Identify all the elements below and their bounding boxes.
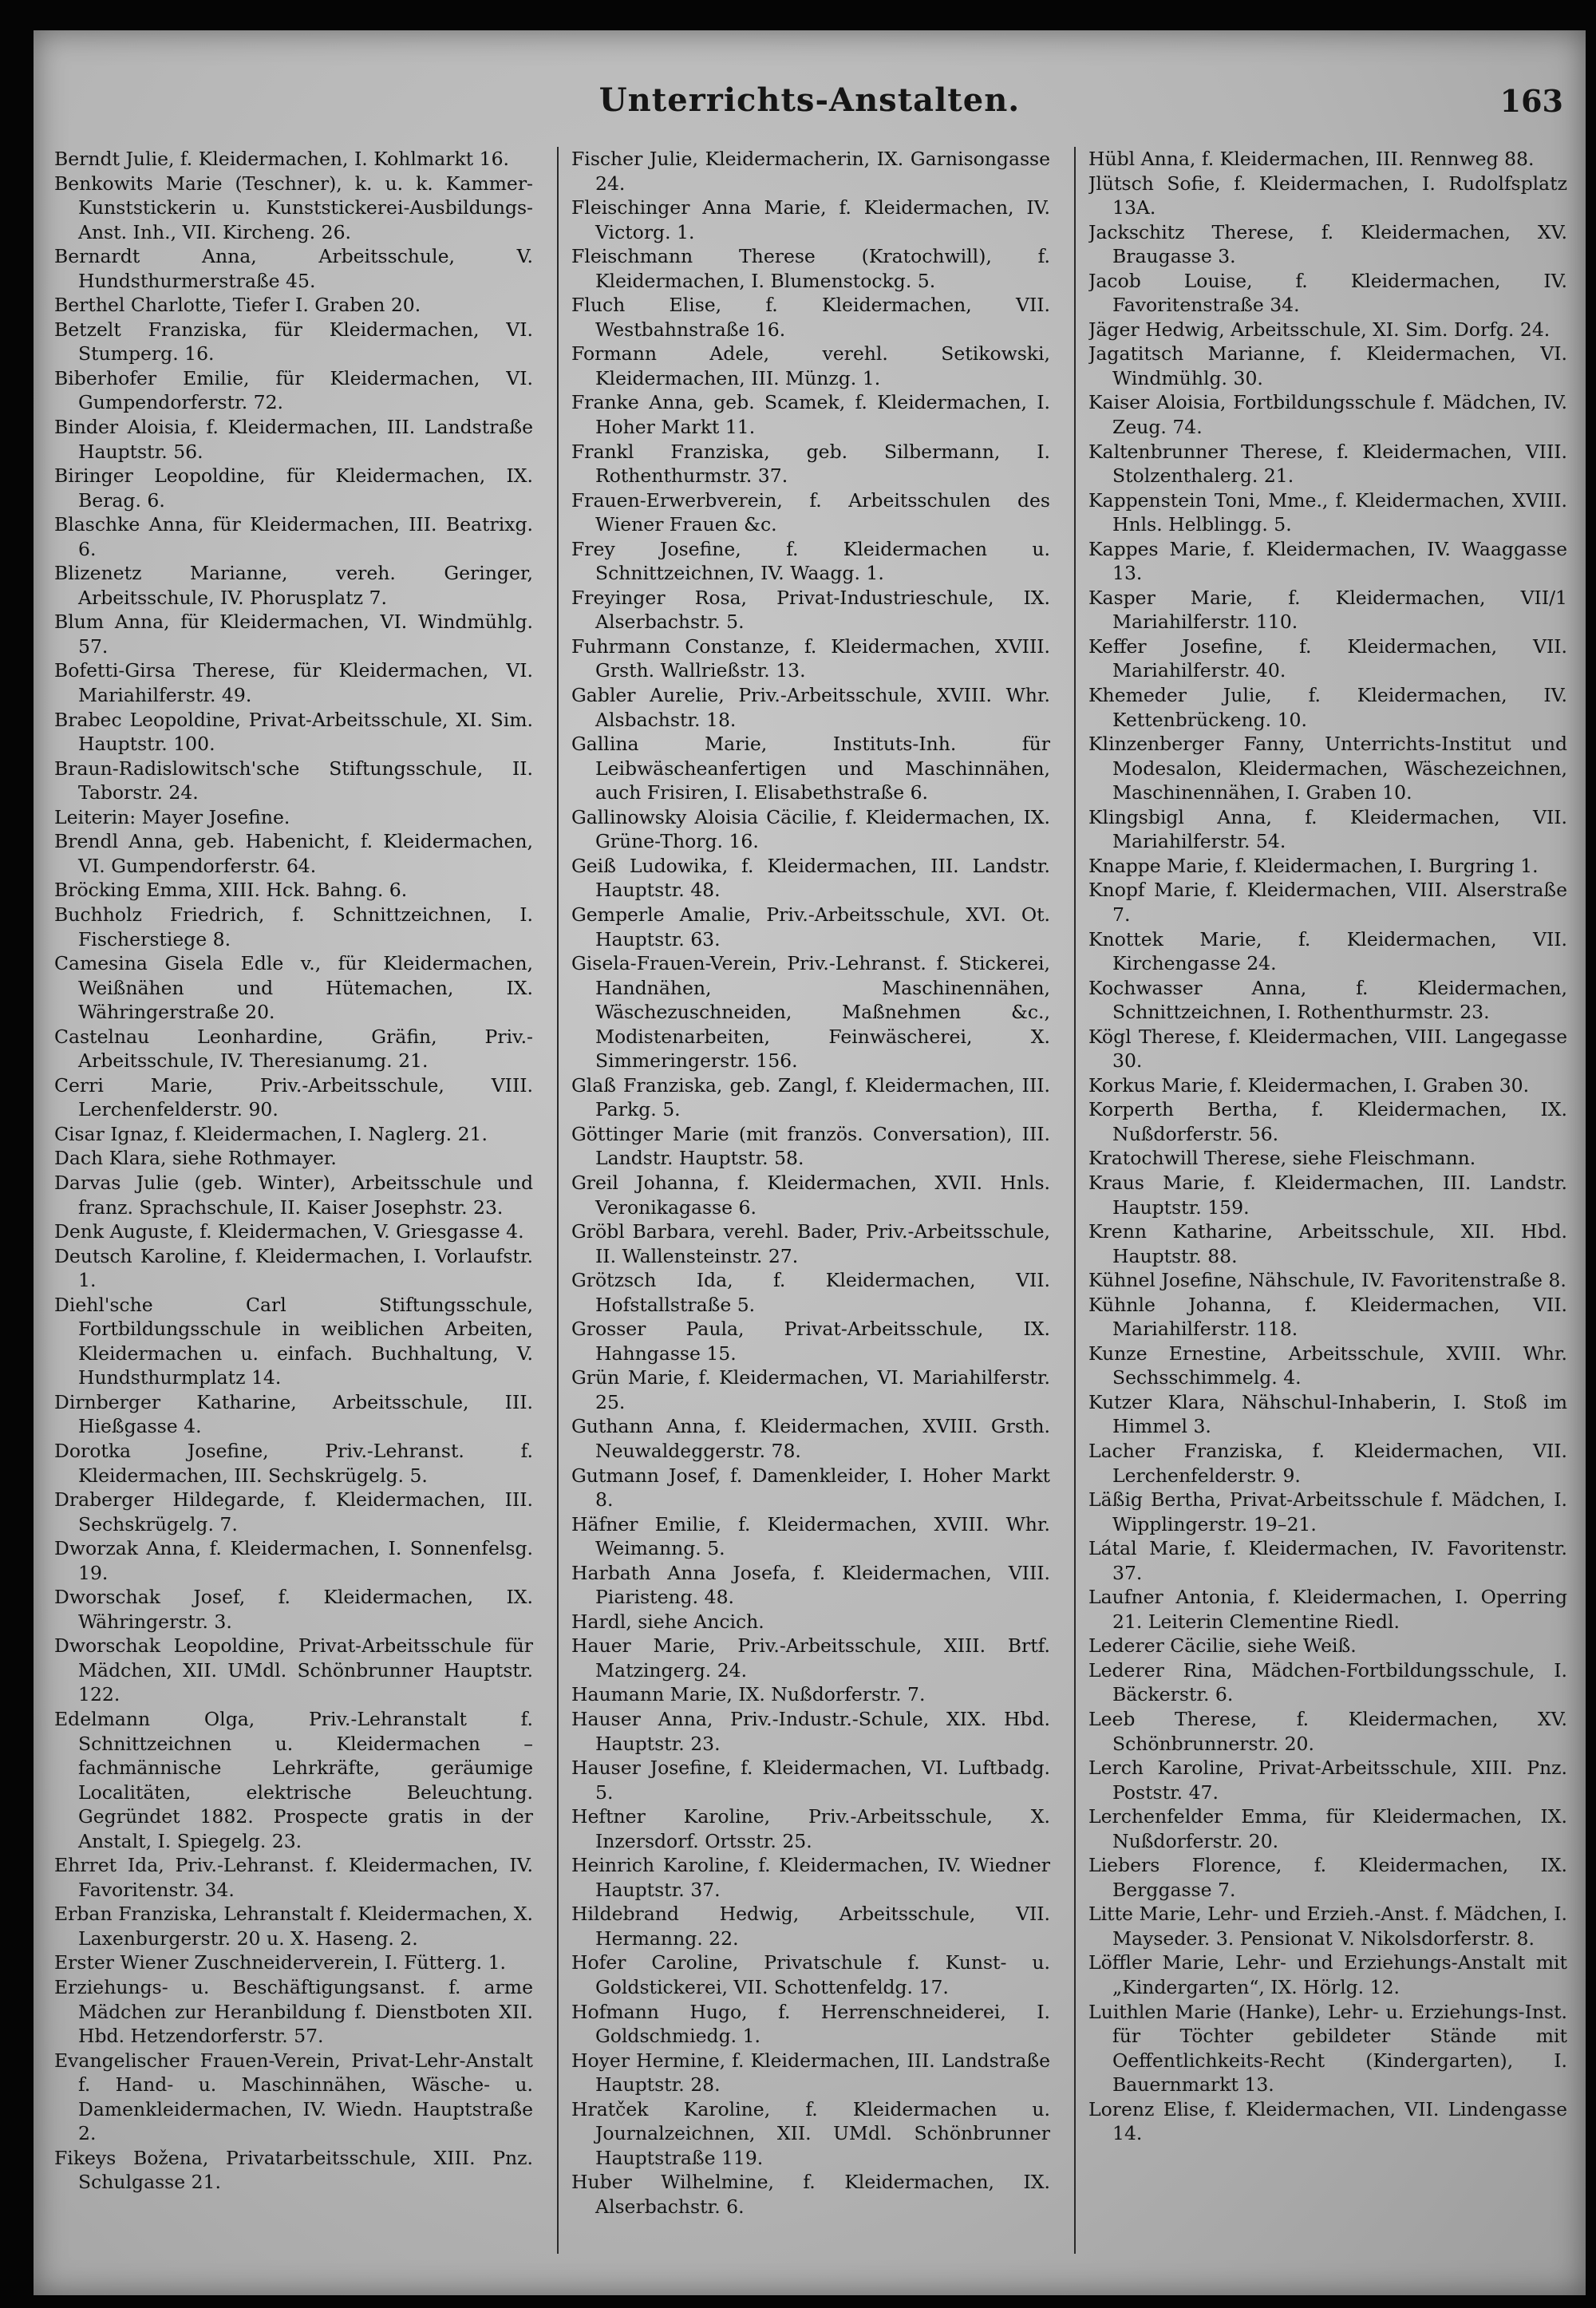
directory-entry: Kappenstein Toni, Mme., f. Kleidermachen, XVIII. Hnls. Helblingg. 5. bbox=[1088, 488, 1567, 536]
directory-entry: Hoyer Hermine, f. Kleidermachen, III. Landstraße Hauptstr. 28. bbox=[571, 2049, 1050, 2097]
directory-entry: Gallinowsky Aloisia Cäcilie, f. Kleidermachen, IX. Grüne-Thorg. 16. bbox=[571, 805, 1050, 853]
directory-entry: Läßig Bertha, Privat-Arbeitsschule f. Mädchen, I. Wipplingerstr. 19–21. bbox=[1088, 1488, 1567, 1535]
directory-entry: Glaß Franziska, geb. Zangl, f. Kleidermachen, III. Parkg. 5. bbox=[571, 1073, 1050, 1121]
directory-entry: Jackschitz Therese, f. Kleidermachen, XV. Braugasse 3. bbox=[1088, 220, 1567, 268]
directory-entry: Litte Marie, Lehr- und Erzieh.-Anst. f. Mädchen, I. Mayseder. 3. Pensionat V. Nikolsdorferstr. 8. bbox=[1088, 1903, 1567, 1950]
directory-entry: Edelmann Olga, Priv.-Lehranstalt f. Schnittzeichnen u. Kleidermachen – fachmännische Lehrkräfte, geräumige Localitäten, elektrische Beleuchtung. Gegründet 1882. Prospecte gratis in der Anstalt, I. Spiegelg. 23. bbox=[54, 1708, 533, 1852]
directory-entry: Gröbl Barbara, verehl. Bader, Priv.-Arbeitsschule, II. Wallensteinstr. 27. bbox=[571, 1220, 1050, 1267]
directory-entry: Laufner Antonia, f. Kleidermachen, I. Operring 21. Leiterin Clementine Riedl. bbox=[1088, 1586, 1567, 1633]
directory-entry: Jagatitsch Marianne, f. Kleidermachen, VI. Windmühlg. 30. bbox=[1088, 342, 1567, 389]
directory-entry: Dworzak Anna, f. Kleidermachen, I. Sonnenfelsg. 19. bbox=[54, 1537, 533, 1584]
directory-entry: Diehl'sche Carl Stiftungsschule, Fortbildungsschule in weiblichen Arbeiten, Kleidermachen u. einfach. Buchhaltung, V. Hundsthurmplatz 14. bbox=[54, 1293, 533, 1389]
directory-entry: Korkus Marie, f. Kleidermachen, I. Graben 30. bbox=[1088, 1073, 1530, 1097]
directory-entry: Kühnel Josefine, Nähschule, IV. Favoritenstraße 8. bbox=[1088, 1269, 1566, 1292]
directory-entry: Kaiser Aloisia, Fortbildungsschule f. Mädchen, IV. Zeug. 74. bbox=[1088, 391, 1567, 439]
directory-entry: Hauser Josefine, f. Kleidermachen, VI. Luftbadg. 5. bbox=[571, 1757, 1050, 1804]
directory-entry: Khemeder Julie, f. Kleidermachen, IV. Kettenbrückeng. 10. bbox=[1088, 684, 1567, 731]
directory-entry: Harbath Anna Josefa, f. Kleidermachen, VIII. Piaristeng. 48. bbox=[571, 1561, 1050, 1609]
directory-entry: Lerchenfelder Emma, für Kleidermachen, IX. Nußdorferstr. 20. bbox=[1088, 1805, 1567, 1852]
directory-entry: Gutmann Josef, f. Damenkleider, I. Hoher Markt 8. bbox=[571, 1464, 1050, 1512]
directory-entry: Huber Wilhelmine, f. Kleidermachen, IX. Alserbachstr. 6. bbox=[571, 2171, 1050, 2218]
directory-entry: Ehrret Ida, Priv.-Lehranst. f. Kleidermachen, IV. Favoritenstr. 34. bbox=[54, 1854, 533, 1901]
directory-entry: Deutsch Karoline, f. Kleidermachen, I. Vorlaufstr. 1. bbox=[54, 1244, 533, 1292]
directory-entry: Bofetti-Girsa Therese, für Kleidermachen, VI. Mariahilferstr. 49. bbox=[54, 659, 533, 707]
directory-entry: Frankl Franziska, geb. Silbermann, I. Rothenthurmstr. 37. bbox=[571, 440, 1050, 488]
page-number: 163 bbox=[1499, 83, 1563, 119]
directory-entry: Grün Marie, f. Kleidermachen, VI. Mariahilferstr. 25. bbox=[571, 1366, 1050, 1413]
directory-entry: Dach Klara, siehe Rothmayer. bbox=[54, 1147, 337, 1170]
directory-entry: Berthel Charlotte, Tiefer I. Graben 20. bbox=[54, 294, 421, 317]
directory-entry: Dworschak Leopoldine, Privat-Arbeitsschule für Mädchen, XII. UMdl. Schönbrunner Hauptstr. 122. bbox=[54, 1634, 533, 1706]
directory-entry: Kochwasser Anna, f. Kleidermachen, Schnittzeichnen, I. Rothenthurmstr. 23. bbox=[1088, 976, 1567, 1024]
directory-entry: Jacob Louise, f. Kleidermachen, IV. Favoritenstraße 34. bbox=[1088, 269, 1567, 317]
directory-entry: Blizenetz Marianne, vereh. Geringer, Arbeitsschule, IV. Phorusplatz 7. bbox=[54, 562, 533, 609]
directory-entry: Betzelt Franziska, für Kleidermachen, VI. Stumperg. 16. bbox=[54, 318, 533, 366]
directory-entry: Jäger Hedwig, Arbeitsschule, XI. Sim. Dorfg. 24. bbox=[1088, 318, 1551, 341]
directory-entry: Lacher Franziska, f. Kleidermachen, VII. Lerchenfelderstr. 9. bbox=[1088, 1439, 1567, 1487]
column-2 bbox=[571, 147, 1050, 2254]
directory-entry: Fleischmann Therese (Kratochwill), f. Kleidermachen, I. Blumenstockg. 5. bbox=[571, 245, 1050, 292]
directory-entry: Lerch Karoline, Privat-Arbeitsschule, XIII. Pnz. Poststr. 47. bbox=[1088, 1757, 1567, 1804]
directory-entry: Denk Auguste, f. Kleidermachen, V. Griesgasse 4. bbox=[54, 1220, 524, 1243]
directory-entry: Erziehungs- u. Beschäftigungsanst. f. arme Mädchen zur Heranbildung f. Dienstboten XII. Hbd. Hetzendorferstr. 57. bbox=[54, 1976, 533, 2048]
directory-entry: Göttinger Marie (mit französ. Conversation), III. Landstr. Hauptstr. 58. bbox=[571, 1122, 1050, 1170]
directory-entry: Knottek Marie, f. Kleidermachen, VII. Kirchengasse 24. bbox=[1088, 927, 1567, 975]
directory-entry: Greil Johanna, f. Kleidermachen, XVII. Hnls. Veronikagasse 6. bbox=[571, 1171, 1050, 1219]
directory-entry: Benkowits Marie (Teschner), k. u. k. Kammer-Kunststickerin u. Kunststickerei-Ausbildungs-Anst. Inh., VII. Kircheng. 26. bbox=[54, 172, 533, 243]
directory-entry: Heftner Karoline, Priv.-Arbeitsschule, X. Inzersdorf. Ortsstr. 25. bbox=[571, 1805, 1050, 1852]
directory-entry: Látal Marie, f. Kleidermachen, IV. Favoritenstr. 37. bbox=[1088, 1537, 1567, 1584]
directory-entry: Fuhrmann Constanze, f. Kleidermachen, XVIII. Grsth. Wallrießstr. 13. bbox=[571, 634, 1050, 682]
directory-entry: Kühnle Johanna, f. Kleidermachen, VII. Mariahilferstr. 118. bbox=[1088, 1293, 1567, 1341]
directory-entry: Kögl Therese, f. Kleidermachen, VIII. Langegasse 30. bbox=[1088, 1025, 1567, 1073]
directory-entry: Keffer Josefine, f. Kleidermachen, VII. Mariahilferstr. 40. bbox=[1088, 634, 1567, 682]
directory-entry: Lorenz Elise, f. Kleidermachen, VII. Lindengasse 14. bbox=[1088, 2097, 1567, 2145]
column-1 bbox=[54, 147, 533, 2254]
directory-entry: Grötzsch Ida, f. Kleidermachen, VII. Hofstallstraße 5. bbox=[571, 1269, 1050, 1316]
directory-entry: Korperth Bertha, f. Kleidermachen, IX. Nußdorferstr. 56. bbox=[1088, 1098, 1567, 1145]
column-divider bbox=[557, 147, 559, 2254]
directory-entry: Hauer Marie, Priv.-Arbeitsschule, XIII. Brtf. Matzingerg. 24. bbox=[571, 1634, 1050, 1682]
directory-entry: Fischer Julie, Kleidermacherin, IX. Garnisongasse 24. bbox=[571, 148, 1050, 195]
directory-entry: Leiterin: Mayer Josefine. bbox=[54, 805, 290, 828]
directory-entry: Biberhofer Emilie, für Kleidermachen, VI. Gumpendorferstr. 72. bbox=[54, 366, 533, 414]
directory-entry: Erster Wiener Zuschneiderverein, I. Fütterg. 1. bbox=[54, 1951, 506, 1974]
directory-entry: Buchholz Friedrich, f. Schnittzeichnen, I. Fischerstiege 8. bbox=[54, 903, 533, 950]
directory-entry: Geiß Ludowika, f. Kleidermachen, III. Landstr. Hauptstr. 48. bbox=[571, 854, 1050, 902]
directory-entry: Heinrich Karoline, f. Kleidermachen, IV. Wiedner Hauptstr. 37. bbox=[571, 1854, 1050, 1901]
directory-entry: Camesina Gisela Edle v., für Kleidermachen, Weißnähen und Hütemachen, IX. Währingerstraße 20. bbox=[54, 952, 533, 1024]
directory-entry: Kutzer Klara, Nähschul-Inhaberin, I. Stoß im Himmel 3. bbox=[1088, 1390, 1567, 1438]
directory-entry: Blaschke Anna, für Kleidermachen, III. Beatrixg. 6. bbox=[54, 513, 533, 560]
directory-entry: Hardl, siehe Ancich. bbox=[571, 1610, 764, 1633]
directory-entry: Castelnau Leonhardine, Gräfin, Priv.-Arbeitsschule, IV. Theresianumg. 21. bbox=[54, 1025, 533, 1073]
directory-entry: Löffler Marie, Lehr- und Erziehungs-Anstalt mit „Kindergarten“, IX. Hörlg. 12. bbox=[1088, 1951, 1567, 1999]
directory-entry: Liebers Florence, f. Kleidermachen, IX. Berggasse 7. bbox=[1088, 1854, 1567, 1901]
directory-entry: Hofmann Hugo, f. Herrenschneiderei, I. Goldschmiedg. 1. bbox=[571, 2000, 1050, 2048]
directory-entry: Gallina Marie, Instituts-Inh. für Leibwäscheanfertigen und Maschinnähen, auch Frisiren, I. Elisabethstraße 6. bbox=[571, 733, 1050, 804]
directory-entry: Hübl Anna, f. Kleidermachen, III. Rennweg 88. bbox=[1088, 148, 1535, 170]
directory-entry: Krenn Katharine, Arbeitsschule, XII. Hbd. Hauptstr. 88. bbox=[1088, 1220, 1567, 1267]
directory-entry: Brabec Leopoldine, Privat-Arbeitsschule, XI. Sim. Hauptstr. 100. bbox=[54, 708, 533, 756]
directory-entry: Erban Franziska, Lehranstalt f. Kleidermachen, X. Laxenburgerstr. 20 u. X. Haseng. 2. bbox=[54, 1903, 533, 1950]
directory-entry: Binder Aloisia, f. Kleidermachen, III. Landstraße Hauptstr. 56. bbox=[54, 416, 533, 463]
directory-entry: Häfner Emilie, f. Kleidermachen, XVIII. Whr. Weimanng. 5. bbox=[571, 1512, 1050, 1560]
directory-entry: Evangelischer Frauen-Verein, Privat-Lehr-Anstalt f. Hand- u. Maschinnähen, Wäsche- u. Damenkleidermachen, IV. Wiedn. Hauptstraße 2. bbox=[54, 2049, 533, 2145]
directory-entry: Brendl Anna, geb. Habenicht, f. Kleidermachen, VI. Gumpendorferstr. 64. bbox=[54, 830, 533, 877]
directory-entry: Knappe Marie, f. Kleidermachen, I. Burgring 1. bbox=[1088, 854, 1539, 877]
directory-entry: Luithlen Marie (Hanke), Lehr- u. Erziehungs-Inst. für Töchter gebildeter Stände mit Oeffentlichkeits-Recht (Kindergarten), I. Bauernmarkt 13. bbox=[1088, 2000, 1567, 2097]
directory-entry: Biringer Leopoldine, für Kleidermachen, IX. Berag. 6. bbox=[54, 464, 533, 512]
directory-entry: Gabler Aurelie, Priv.-Arbeitsschule, XVIII. Whr. Alsbachstr. 18. bbox=[571, 684, 1050, 731]
directory-entry: Hratček Karoline, f. Kleidermachen u. Journalzeichnen, XII. UMdl. Schönbrunner Hauptstraße 119. bbox=[571, 2097, 1050, 2169]
directory-entry: Leeb Therese, f. Kleidermachen, XV. Schönbrunnerstr. 20. bbox=[1088, 1708, 1567, 1755]
directory-entry: Jlütsch Sofie, f. Kleidermachen, I. Rudolfsplatz 13A. bbox=[1088, 172, 1567, 219]
directory-entry: Formann Adele, verehl. Setikowski, Kleidermachen, III. Münzg. 1. bbox=[571, 342, 1050, 389]
column-divider bbox=[1074, 147, 1076, 2254]
directory-entry: Kaltenbrunner Therese, f. Kleidermachen, VIII. Stolzenthalerg. 21. bbox=[1088, 440, 1567, 488]
directory-entry: Klinzenberger Fanny, Unterrichts-Institut und Modesalon, Kleidermachen, Wäschezeichnen, Maschinennähen, I. Graben 10. bbox=[1088, 733, 1567, 804]
directory-entry: Dorotka Josefine, Priv.-Lehranst. f. Kleidermachen, III. Sechskrügelg. 5. bbox=[54, 1439, 533, 1487]
directory-entry: Hofer Caroline, Privatschule f. Kunst- u. Goldstickerei, VII. Schottenfeldg. 17. bbox=[571, 1951, 1050, 1999]
column-3 bbox=[1088, 147, 1567, 2254]
directory-entry: Frauen-Erwerbverein, f. Arbeitsschulen des Wiener Frauen &c. bbox=[571, 488, 1050, 536]
directory-entry: Fluch Elise, f. Kleidermachen, VII. Westbahnstraße 16. bbox=[571, 294, 1050, 341]
directory-entry: Bernardt Anna, Arbeitsschule, V. Hundsthurmerstraße 45. bbox=[54, 245, 533, 292]
directory-entry: Blum Anna, für Kleidermachen, VI. Windmühlg. 57. bbox=[54, 611, 533, 658]
directory-entry: Cerri Marie, Priv.-Arbeitsschule, VIII. Lerchenfelderstr. 90. bbox=[54, 1073, 533, 1121]
directory-entry: Bröcking Emma, XIII. Hck. Bahng. 6. bbox=[54, 879, 408, 902]
directory-entry: Berndt Julie, f. Kleidermachen, I. Kohlmarkt 16. bbox=[54, 148, 509, 170]
directory-entry: Fikeys Božena, Privatarbeitsschule, XIII. Pnz. Schulgasse 21. bbox=[54, 2146, 533, 2194]
directory-entry: Gisela-Frauen-Verein, Priv.-Lehranst. f. Stickerei, Handnähen, Maschinennähen, Wäschezuschneiden, Maßnehmen &c., Modistenarbeiten, Feinwäscherei, X. Simmeringerstr. 156. bbox=[571, 952, 1050, 1073]
directory-entry: Klingsbigl Anna, f. Kleidermachen, VII. Mariahilferstr. 54. bbox=[1088, 805, 1567, 853]
directory-entry: Frey Josefine, f. Kleidermachen u. Schnittzeichnen, IV. Waagg. 1. bbox=[571, 537, 1050, 585]
directory-entry: Franke Anna, geb. Scamek, f. Kleidermachen, I. Hoher Markt 11. bbox=[571, 391, 1050, 439]
directory-entry: Braun-Radislowitsch'sche Stiftungsschule, II. Taborstr. 24. bbox=[54, 757, 533, 804]
directory-entry: Draberger Hildegarde, f. Kleidermachen, III. Sechskrügelg. 7. bbox=[54, 1488, 533, 1535]
directory-entry: Lederer Cäcilie, siehe Weiß. bbox=[1088, 1634, 1357, 1658]
directory-entry: Knopf Marie, f. Kleidermachen, VIII. Alserstraße 7. bbox=[1088, 879, 1567, 926]
directory-entry: Guthann Anna, f. Kleidermachen, XVIII. Grsth. Neuwaldeggerstr. 78. bbox=[571, 1415, 1050, 1462]
directory-entry: Cisar Ignaz, f. Kleidermachen, I. Naglerg. 21. bbox=[54, 1122, 488, 1145]
directory-entry: Kraus Marie, f. Kleidermachen, III. Landstr. Hauptstr. 159. bbox=[1088, 1171, 1567, 1219]
directory-entry: Darvas Julie (geb. Winter), Arbeitsschule und franz. Sprachschule, II. Kaiser Josephstr. 23. bbox=[54, 1171, 533, 1219]
directory-entry: Kunze Ernestine, Arbeitsschule, XVIII. Whr. Sechsschimmelg. 4. bbox=[1088, 1342, 1567, 1389]
directory-entry: Kappes Marie, f. Kleidermachen, IV. Waaggasse 13. bbox=[1088, 537, 1567, 585]
directory-entry: Grosser Paula, Privat-Arbeitsschule, IX. Hahngasse 15. bbox=[571, 1318, 1050, 1365]
directory-entry: Hildebrand Hedwig, Arbeitsschule, VII. Hermanng. 22. bbox=[571, 1903, 1050, 1950]
directory-entry: Lederer Rina, Mädchen-Fortbildungsschule, I. Bäckerstr. 6. bbox=[1088, 1658, 1567, 1706]
directory-entry: Kratochwill Therese, siehe Fleischmann. bbox=[1088, 1147, 1476, 1170]
directory-entry: Haumann Marie, IX. Nußdorferstr. 7. bbox=[571, 1683, 926, 1706]
directory-entry: Dworschak Josef, f. Kleidermachen, IX. Währingerstr. 3. bbox=[54, 1586, 533, 1633]
directory-entry: Fleischinger Anna Marie, f. Kleidermachen, IV. Victorg. 1. bbox=[571, 196, 1050, 243]
entry-columns bbox=[54, 147, 1570, 2254]
page-title: Unterrichts-Anstalten. bbox=[598, 81, 1021, 119]
directory-entry: Hauser Anna, Priv.-Industr.-Schule, XIX. Hbd. Hauptstr. 23. bbox=[571, 1708, 1050, 1755]
directory-entry: Gemperle Amalie, Priv.-Arbeitsschule, XVI. Ot. Hauptstr. 63. bbox=[571, 903, 1050, 950]
directory-entry: Kasper Marie, f. Kleidermachen, VII/1 Mariahilferstr. 110. bbox=[1088, 586, 1567, 634]
page-header bbox=[34, 65, 1586, 137]
directory-entry: Freyinger Rosa, Privat-Industrieschule, IX. Alserbachstr. 5. bbox=[571, 586, 1050, 634]
directory-entry: Dirnberger Katharine, Arbeitsschule, III. Hießgasse 4. bbox=[54, 1390, 533, 1438]
directory-page bbox=[34, 30, 1586, 2295]
